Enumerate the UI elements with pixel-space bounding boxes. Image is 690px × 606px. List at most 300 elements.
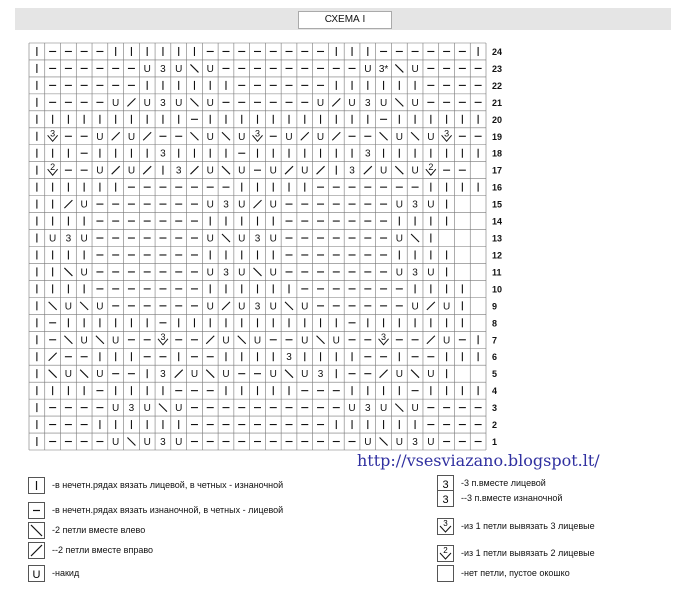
svg-text:U: U: [442, 335, 451, 347]
row-number: 17: [492, 165, 503, 176]
chart-cell: [427, 369, 434, 380]
chart-cell: [160, 149, 166, 160]
chart-cell: [128, 166, 135, 177]
chart-cell: [411, 64, 418, 75]
chart-cell: [364, 166, 372, 174]
svg-text:U: U: [269, 199, 277, 211]
chart-cell: [427, 302, 435, 310]
chart-cell: [395, 404, 403, 412]
chart-cell: [396, 369, 403, 380]
svg-text:U: U: [364, 63, 372, 75]
svg-text:3: 3: [286, 352, 292, 364]
chart-cell: [206, 336, 214, 344]
svg-text:3: 3: [160, 369, 166, 381]
chart-cell: [96, 336, 104, 344]
chart-cell: [96, 369, 103, 380]
svg-text:U: U: [411, 165, 419, 177]
legend-symbol-icon: [28, 542, 45, 563]
chart-cell: [207, 234, 214, 245]
chart-cell: [49, 353, 57, 361]
chart-cell: [207, 301, 214, 312]
chart-cell: [348, 98, 355, 109]
svg-text:U: U: [96, 131, 104, 143]
chart-cell: [222, 302, 230, 310]
chart-cell: [317, 98, 324, 109]
svg-text:U: U: [427, 437, 435, 449]
svg-text:3: 3: [160, 63, 166, 75]
chart-cell: [364, 437, 371, 448]
chart-cell: [255, 234, 261, 245]
svg-text:U: U: [379, 97, 388, 109]
chart-cell: [332, 132, 340, 140]
legend-symbol-icon: [437, 490, 454, 511]
chart-cell: [112, 403, 119, 414]
svg-text:U: U: [427, 131, 435, 143]
chart-cell: [427, 437, 434, 448]
chart-cell: [427, 132, 434, 143]
chart-cell: [365, 149, 371, 160]
row-number: 12: [492, 250, 503, 261]
chart-cell: [286, 352, 292, 363]
svg-text:U: U: [269, 233, 277, 245]
legend-label: -в нечетн.рядах вязать лицевой, в четных - изнаночной: [52, 480, 284, 490]
chart-cell: [379, 332, 389, 345]
chart-cell: [395, 166, 403, 174]
svg-text:U: U: [64, 369, 73, 381]
svg-text:U: U: [238, 131, 246, 143]
chart-cell: [332, 98, 340, 106]
chart-cell: [318, 369, 324, 380]
chart-cell: [348, 403, 355, 414]
svg-text:U: U: [238, 233, 246, 245]
svg-text:3: 3: [412, 199, 418, 211]
row-number: 20: [492, 114, 503, 125]
chart-cell: [412, 200, 418, 211]
svg-text:3: 3: [349, 165, 355, 177]
svg-text:U: U: [395, 233, 403, 245]
svg-text:U: U: [427, 369, 435, 381]
chart-cell: [96, 132, 103, 143]
svg-text:3: 3: [254, 128, 261, 139]
svg-text:U: U: [411, 301, 419, 313]
chart-cell: [160, 437, 166, 448]
svg-text:U: U: [206, 233, 214, 245]
chart-cell: [301, 335, 308, 346]
chart-cell: [254, 335, 261, 346]
legend-symbol-icon: [437, 518, 454, 539]
chart-cell: [49, 370, 57, 378]
svg-text:U: U: [222, 369, 230, 381]
svg-text:U: U: [269, 301, 277, 313]
chart-cell: [129, 403, 135, 414]
svg-text:U: U: [332, 335, 340, 347]
svg-text:U: U: [395, 131, 403, 143]
row-number: 11: [492, 267, 502, 278]
chart-cell: [285, 370, 293, 378]
svg-text:3: 3: [444, 128, 450, 139]
chart-cell: [412, 267, 418, 278]
svg-text:3: 3: [254, 233, 261, 245]
svg-text:U: U: [96, 369, 104, 381]
chart-cell: [411, 403, 418, 414]
svg-text:U: U: [442, 301, 451, 313]
chart-cell: [223, 267, 229, 278]
chart-cell: [144, 98, 151, 109]
row-number: 4: [492, 386, 498, 397]
chart-cell: [301, 301, 308, 312]
row-number: 2: [492, 420, 498, 431]
chart-cell: [396, 437, 403, 448]
chart-cell: [364, 64, 371, 75]
svg-text:3: 3: [65, 233, 72, 245]
row-number: 8: [492, 318, 498, 329]
chart-cell: [112, 335, 119, 346]
svg-text:U: U: [112, 403, 120, 415]
svg-text:U: U: [316, 97, 325, 109]
chart-cell: [396, 234, 403, 245]
chart-cell: [238, 234, 245, 245]
row-number: 3: [492, 403, 498, 414]
chart-cell: [427, 200, 434, 211]
svg-text:U: U: [395, 437, 403, 449]
chart-cell: [127, 98, 135, 106]
chart-cell: [144, 64, 151, 75]
svg-text:U: U: [143, 63, 151, 75]
row-number: 9: [492, 301, 498, 312]
legend-label: --3 п.вместе изнаночной: [461, 493, 563, 503]
svg-text:U: U: [253, 335, 262, 347]
chart-cell: [64, 200, 72, 208]
legend-label: -из 1 петли вывязать 2 лицевые: [461, 548, 595, 558]
svg-text:U: U: [143, 437, 151, 449]
chart-cell: [238, 166, 245, 177]
svg-text:U: U: [238, 267, 246, 279]
chart-cell: [443, 301, 450, 312]
svg-text:3: 3: [365, 97, 371, 109]
chart-cell: [411, 166, 418, 177]
svg-text:U: U: [348, 97, 356, 109]
svg-text:2: 2: [428, 162, 434, 173]
chart-cell: [207, 267, 214, 278]
svg-text:U: U: [112, 97, 120, 109]
chart-cell: [207, 166, 214, 177]
chart-cell: [365, 98, 371, 109]
svg-text:U: U: [80, 335, 88, 347]
blog-url: http://vsesviazano.blogspot.lt/: [357, 451, 600, 470]
chart-cell: [49, 302, 57, 310]
svg-text:3: 3: [50, 128, 56, 139]
chart-cell: [222, 166, 230, 174]
legend-symbol-icon: [28, 502, 45, 523]
row-number: 15: [492, 199, 503, 210]
legend-label: -3 п.вместе лицевой: [461, 478, 546, 488]
chart-cell: [238, 267, 245, 278]
svg-text:U: U: [411, 63, 419, 75]
svg-text:3: 3: [128, 403, 135, 415]
chart-cell: [317, 336, 325, 344]
svg-text:U: U: [80, 199, 88, 211]
svg-text:3: 3: [443, 519, 448, 528]
legend-symbol-icon: [28, 522, 45, 543]
chart-cell: [144, 403, 151, 414]
row-number: 6: [492, 352, 498, 363]
chart-cell: [253, 128, 263, 141]
row-number: 5: [492, 369, 498, 380]
chart-cell: [396, 267, 403, 278]
chart-cell: [395, 64, 403, 72]
svg-text:U: U: [49, 233, 57, 245]
svg-text:U: U: [190, 369, 199, 381]
svg-text:U: U: [175, 97, 183, 109]
chart-cell: [222, 132, 230, 140]
svg-text:U: U: [32, 569, 41, 581]
row-number: 1: [492, 437, 498, 448]
chart-cell: [443, 335, 450, 346]
chart-cell: [207, 200, 214, 211]
row-number: 7: [492, 335, 498, 346]
svg-text:U: U: [206, 267, 214, 279]
svg-text:U: U: [269, 267, 277, 279]
svg-text:U: U: [301, 335, 309, 347]
svg-text:U: U: [112, 335, 120, 347]
legend-label: -нет петли, пустое окошко: [461, 568, 570, 578]
svg-text:U: U: [301, 369, 309, 381]
svg-text:U: U: [238, 165, 246, 177]
chart-cell: [160, 98, 166, 109]
row-number: 23: [492, 63, 503, 74]
chart-cell: [333, 335, 340, 346]
chart-cell: [160, 369, 166, 380]
chart-cell: [175, 64, 182, 75]
svg-text:U: U: [269, 165, 277, 177]
chart-cell: [365, 403, 371, 414]
svg-text:U: U: [80, 233, 88, 245]
legend-label: -2 петли вместе влево: [52, 525, 146, 535]
chart-cell: [442, 128, 452, 141]
svg-text:U: U: [238, 301, 246, 313]
chart-cell: [270, 234, 277, 245]
svg-text:U: U: [206, 301, 214, 313]
svg-text:3: 3: [381, 331, 387, 342]
chart-cell: [48, 162, 58, 175]
chart-cell: [65, 369, 72, 380]
svg-text:U: U: [127, 131, 136, 143]
svg-text:2: 2: [50, 162, 56, 173]
chart-cell: [191, 369, 198, 380]
svg-text:3: 3: [442, 494, 449, 506]
svg-text:U: U: [316, 131, 325, 143]
chart-cell: [112, 98, 119, 109]
chart-cell: [396, 132, 403, 143]
chart-cell: [66, 234, 72, 245]
chart-cell: [396, 200, 403, 211]
chart-cell: [317, 132, 324, 143]
row-number: 14: [492, 216, 503, 227]
svg-text:3: 3: [412, 267, 418, 279]
svg-text:U: U: [206, 199, 214, 211]
svg-text:3*: 3*: [378, 63, 389, 75]
legend-symbol-icon: [28, 477, 45, 498]
chart-cell: [175, 437, 182, 448]
svg-text:U: U: [285, 131, 293, 143]
chart-cell: [144, 437, 151, 448]
svg-text:U: U: [395, 267, 403, 279]
row-number: 10: [492, 284, 503, 295]
chart-cell: [207, 98, 214, 109]
chart-cell: [270, 369, 277, 380]
chart-cell: [96, 301, 103, 312]
chart-cell: [65, 301, 72, 312]
svg-text:U: U: [395, 369, 403, 381]
chart-cell: [175, 403, 182, 414]
svg-text:U: U: [206, 97, 214, 109]
svg-text:U: U: [269, 369, 277, 381]
legend-symbol-icon: [437, 565, 454, 586]
svg-text:3: 3: [160, 97, 166, 109]
chart-cell: [254, 200, 262, 208]
legend-label: -накид: [52, 568, 80, 578]
svg-text:U: U: [301, 165, 309, 177]
chart-cell: [64, 336, 72, 344]
chart-cell: [238, 301, 245, 312]
svg-text:2: 2: [443, 546, 448, 555]
chart-cell: [222, 335, 229, 346]
svg-text:3: 3: [412, 437, 418, 449]
svg-text:U: U: [348, 403, 356, 415]
row-number: 18: [492, 148, 503, 159]
chart-cell: [96, 166, 103, 177]
svg-text:U: U: [112, 437, 120, 449]
chart-cell: [112, 166, 120, 174]
svg-text:3: 3: [317, 369, 324, 381]
row-number: 21: [492, 97, 503, 108]
chart-cell: [270, 267, 277, 278]
chart-cell: [175, 98, 182, 109]
svg-text:3: 3: [365, 403, 371, 415]
chart-cell: [127, 438, 135, 446]
chart-cell: [411, 234, 419, 242]
legend-label: -из 1 петли вывязать 3 лицевые: [461, 521, 595, 531]
chart-cell: [380, 370, 388, 378]
svg-text:U: U: [175, 63, 183, 75]
chart-cell: [380, 132, 388, 140]
row-number: 24: [492, 46, 503, 57]
svg-text:3: 3: [442, 479, 449, 491]
chart-cell: [395, 98, 403, 106]
chart-cell: [143, 132, 151, 140]
chart-cell: [81, 335, 88, 346]
chart-cell: [285, 166, 293, 174]
chart-cell: [128, 132, 135, 143]
chart-cell: [380, 98, 387, 109]
svg-text:U: U: [301, 301, 309, 313]
legend-symbol-icon: [437, 545, 454, 566]
svg-text:U: U: [96, 301, 104, 313]
chart-cell: [380, 166, 387, 177]
svg-text:U: U: [364, 437, 372, 449]
svg-text:3: 3: [160, 331, 166, 342]
chart-cell: [81, 200, 88, 211]
svg-text:U: U: [427, 199, 435, 211]
chart-cell: [222, 369, 229, 380]
svg-text:3: 3: [160, 148, 166, 160]
chart-cell: [254, 268, 262, 276]
chart-cell: [426, 162, 436, 175]
chart-cell: [411, 98, 418, 109]
chart-cell: [143, 166, 151, 174]
chart-cell: [160, 64, 166, 75]
svg-text:U: U: [206, 165, 214, 177]
chart-cell: [411, 132, 419, 140]
chart-cell: [301, 132, 309, 140]
chart-cell: [159, 404, 167, 412]
chart-cell: [175, 370, 183, 378]
chart-cell: [207, 132, 214, 143]
svg-text:U: U: [395, 199, 403, 211]
svg-text:3: 3: [254, 301, 261, 313]
chart-cell: [190, 64, 198, 72]
svg-text:U: U: [80, 267, 88, 279]
svg-text:U: U: [206, 131, 214, 143]
chart-cell: [317, 166, 325, 174]
svg-text:3: 3: [223, 267, 229, 279]
chart-cell: [112, 437, 119, 448]
svg-text:U: U: [411, 97, 419, 109]
svg-text:U: U: [127, 165, 136, 177]
chart-title: СХЕМА I: [298, 11, 392, 29]
chart-cell: [301, 166, 308, 177]
chart-cell: [427, 267, 434, 278]
chart-cell: [176, 166, 182, 177]
chart-cell: [285, 302, 293, 310]
chart-cell: [412, 437, 418, 448]
legend-label: -в нечетн.рядах вязать изнаночной, в четных - лицевой: [52, 505, 284, 515]
row-number: 19: [492, 131, 503, 142]
chart-cell: [380, 438, 388, 446]
svg-text:U: U: [427, 267, 435, 279]
chart-cell: [301, 369, 308, 380]
chart-cell: [81, 234, 88, 245]
chart-cell: [80, 302, 88, 310]
chart-cell: [285, 132, 292, 143]
chart-cell: [427, 336, 435, 344]
chart-cell: [411, 301, 418, 312]
chart-cell: [222, 234, 230, 242]
row-number: 22: [492, 80, 503, 91]
chart-cell: [206, 370, 214, 378]
chart-cell: [80, 370, 88, 378]
chart-cell: [207, 64, 214, 75]
chart-cell: [238, 200, 245, 211]
svg-text:3: 3: [223, 199, 229, 211]
svg-text:U: U: [175, 403, 183, 415]
svg-text:U: U: [379, 165, 388, 177]
chart-cell: [270, 166, 277, 177]
chart-cell: [380, 403, 387, 414]
svg-text:3: 3: [365, 148, 371, 160]
chart-cell: [223, 200, 229, 211]
chart-cell: [349, 166, 355, 177]
chart-cell: [255, 301, 261, 312]
chart-cell: [190, 132, 198, 140]
row-number: 13: [492, 233, 503, 244]
chart-cell: [81, 267, 88, 278]
svg-text:3: 3: [175, 165, 182, 177]
svg-text:U: U: [222, 335, 230, 347]
svg-text:U: U: [64, 301, 73, 313]
legend-symbol-icon: [28, 565, 45, 586]
svg-text:3: 3: [160, 437, 166, 449]
